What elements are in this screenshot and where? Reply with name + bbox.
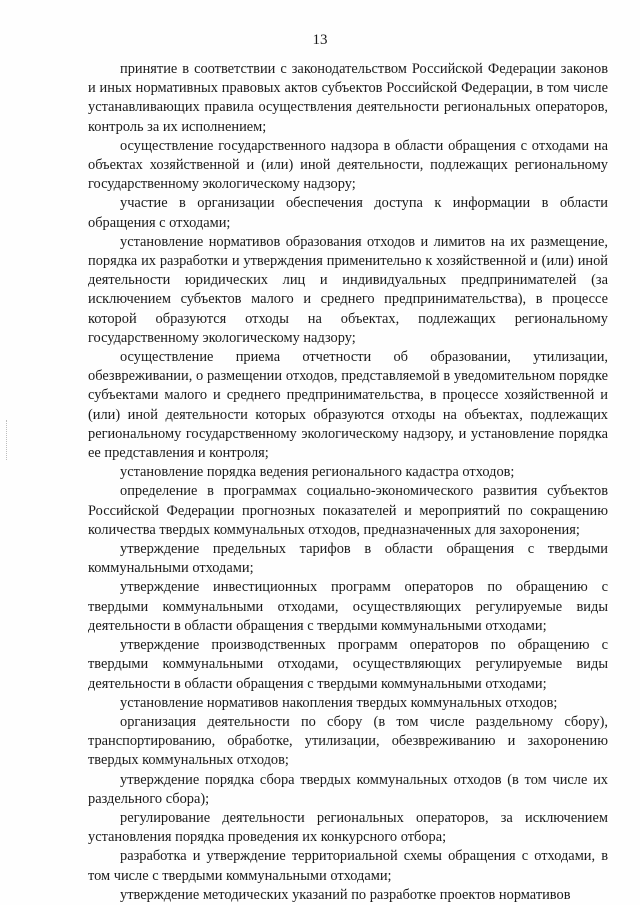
margin-scan-mark: [6, 420, 8, 460]
paragraph: регулирование деятельности региональных операторов, за исключением установления порядка проведения их конкурсного отбора;: [88, 809, 608, 846]
page-number: 13: [312, 32, 328, 48]
paragraph: осуществление государственного надзора в области обращения с отходами на объектах хозяйственной и (или) иной деятельности, подлежащих региональному государственному экологическому надзору;: [88, 137, 608, 193]
paragraph: утверждение методических указаний по разработке проектов нормативов: [120, 886, 571, 903]
paragraph: определение в программах социально-экономического развития субъектов Российской Федерации прогнозных показателей и мероприятий по сокращению количества твердых коммунальных отходов, предназначенных для захоронения;: [88, 483, 608, 538]
paragraph: утверждение порядка сбора твердых коммунальных отходов (в том числе их раздельного сбора);: [88, 771, 608, 807]
paragraph: разработка и утверждение территориальной схемы обращения с отходами, в том числе с твердыми коммунальными отходами;: [88, 848, 608, 884]
paragraph: установление порядка ведения регионального кадастра отходов;: [120, 464, 515, 481]
paragraph: установление нормативов образования отходов и лимитов на их размещение, порядка их разработки и утверждения применительно к хозяйственной и (или) иной деятельности юридических лиц и индивидуальных предпринимателей (за исключением субъектов малого и среднего предпринимательства), в процессе которой образуются отходы на объектах, подлежащих региональному государственному экологическому надзору;: [88, 233, 608, 346]
paragraph: организация деятельности по сбору (в том числе раздельному сбору), транспортированию, обработке, утилизации, обезвреживанию и захоронению твердых коммунальных отходов;: [88, 713, 608, 769]
paragraph: принятие в соответствии с законодательством Российской Федерации законов и иных нормативных правовых актов субъектов Российской Федерации, в том числе устанавливающих правила осуществления деятельности региональных операторов, контроль за их исполнением;: [88, 61, 608, 135]
document-body: [88, 60, 608, 905]
paragraph: утверждение инвестиционных программ операторов по обращению с твердыми коммунальными отходами, осуществляющих регулируемые виды деятельности в области обращения с твердыми коммунальными отходами;: [88, 579, 608, 634]
paragraph: установление нормативов накопления твердых коммунальных отходов;: [120, 694, 558, 711]
paragraph: утверждение предельных тарифов в области обращения с твердыми коммунальными отходами;: [88, 541, 608, 577]
paragraph: осуществление приема отчетности об образовании, утилизации, обезвреживании, о размещении отходов, представляемой в уведомительном порядке субъектами малого и среднего предпринимательства, в процессе хозяйственной и (или) иной деятельности которых образуются отходы на объектах, подлежащих региональному государственному экологическому надзору, и установление порядка ее представления и контроля;: [88, 349, 608, 462]
paragraph: участие в организации обеспечения доступа к информации в области обращения с отходами;: [88, 195, 608, 231]
paragraph: утверждение производственных программ операторов по обращению с твердыми коммунальными отходами, осуществляющих регулируемые виды деятельности в области обращения с твердыми коммунальными отходами;: [88, 637, 608, 692]
